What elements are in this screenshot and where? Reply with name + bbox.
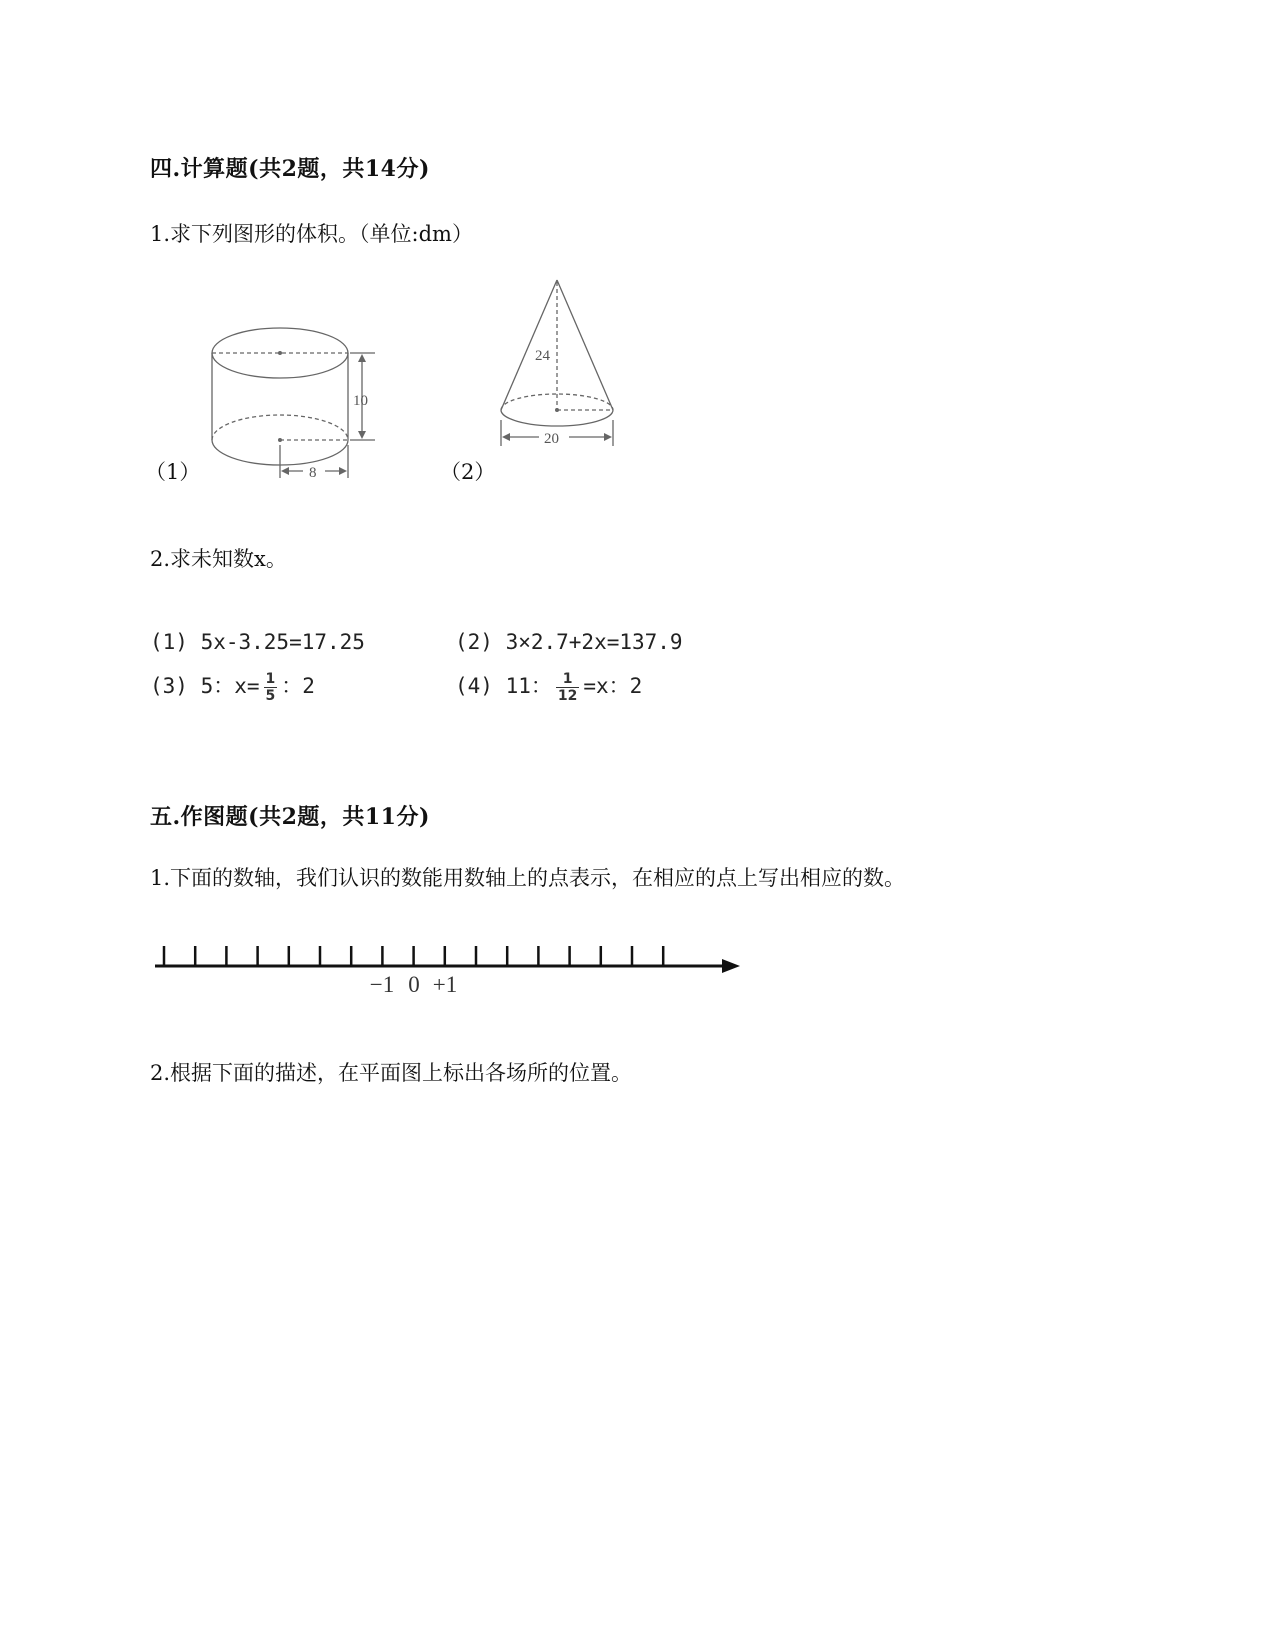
- equation-4: [455, 670, 642, 704]
- fraction-denominator: 5: [265, 687, 276, 704]
- equation-4-suffix: =x：2: [583, 674, 643, 698]
- number-line-label-minus-one: −1: [369, 972, 395, 997]
- question-5-2-text: 2.根据下面的描述，在平面图上标出各场所的位置。: [150, 1061, 633, 1085]
- equation-1: (1) 5x-3.25=17.25: [150, 630, 365, 654]
- cone-height-label: 24: [535, 348, 550, 364]
- fraction-one-twelfth: [556, 671, 579, 704]
- equation-3: [150, 670, 315, 704]
- cone-diameter-label: 20: [544, 431, 559, 447]
- cylinder-height-label: 10: [353, 393, 368, 409]
- number-line-label-zero: 0: [408, 972, 420, 997]
- equation-2: (2) 3×2.7+2x=137.9: [455, 630, 683, 654]
- cylinder-figure: [205, 310, 405, 490]
- number-line-arrow: [722, 959, 740, 973]
- section-4-title: 四.计算题(共2题，共14分): [150, 156, 430, 182]
- equation-3-suffix: ：2: [281, 674, 315, 698]
- question-4-2-text: 2.求未知数x。: [150, 547, 287, 571]
- fraction-numerator: 1: [556, 671, 579, 688]
- number-line: [150, 930, 750, 1000]
- cone-figure: [495, 270, 635, 480]
- fraction-one-fifth: [264, 671, 278, 704]
- figure-1-label: （1）: [145, 460, 201, 484]
- question-5-1-text: 1.下面的数轴，我们认识的数能用数轴上的点表示，在相应的点上写出相应的数。: [150, 866, 906, 890]
- figure-2-label: （2）: [440, 460, 496, 484]
- number-line-label-plus-one: +1: [432, 972, 458, 997]
- question-4-1-text: 1.求下列图形的体积。（单位:dm）: [150, 222, 473, 246]
- fraction-numerator: 1: [265, 670, 276, 687]
- fraction-denominator: 12: [557, 687, 578, 704]
- equation-4-prefix: (4) 11：: [455, 674, 552, 698]
- equation-3-prefix: (3) 5：x=: [150, 674, 260, 698]
- cylinder-radius-label: 8: [309, 465, 317, 481]
- section-5-title: 五.作图题(共2题，共11分): [150, 804, 430, 830]
